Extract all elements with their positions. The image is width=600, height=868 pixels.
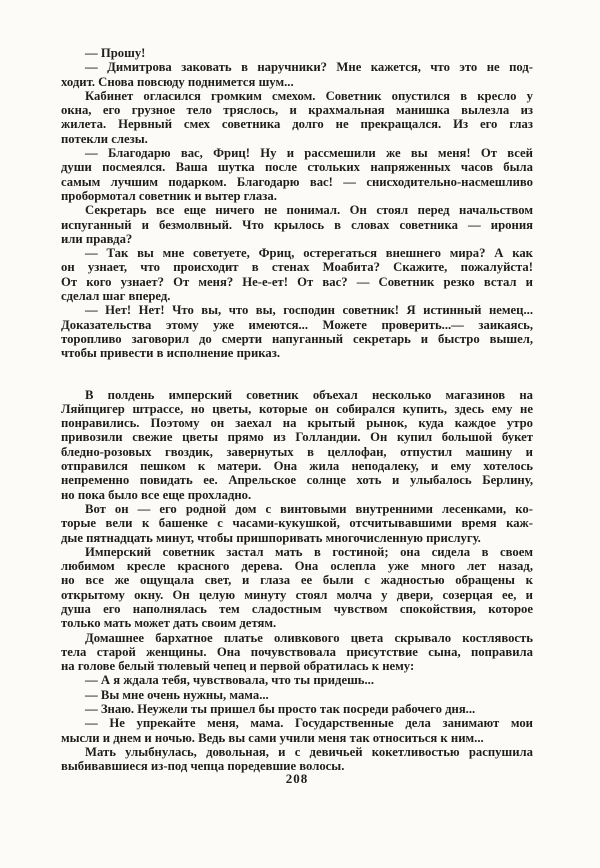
text-block — [61, 46, 533, 774]
paragraph — [61, 716, 533, 745]
text-line: сделал шаг вперед. — [61, 289, 171, 304]
text-line: торопливо заговорил до смерти напуганный секретарь и быстро вышел, — [61, 331, 533, 346]
paragraph — [61, 60, 533, 89]
text-line: душа его наполнялась тем сладостным чувством спокойствия, которое — [61, 601, 533, 616]
text-line: ходит. Снова повсюду поднимется шум... — [61, 74, 294, 89]
paragraph — [61, 688, 533, 702]
text-line: на голове белый тюлевый чепец и первой обратилась к нему: — [61, 659, 415, 674]
text-line: тела старой женщины. Она почувствовала присутствие сына, поправила — [61, 644, 533, 659]
paragraph — [61, 388, 533, 502]
paragraph — [61, 702, 533, 716]
text-line: — Прошу! — [85, 46, 146, 60]
text-line: или правда? — [61, 231, 133, 246]
text-line: — Благодарю вас, Фриц! Ну и рассмешили же вы меня! От всей — [85, 146, 533, 161]
paragraph — [61, 631, 533, 674]
text-line: Мать улыбнулась, довольная, и с девичьей кокетливостью распушила — [85, 744, 533, 759]
text-section-1 — [61, 46, 533, 361]
text-line: Секретарь все еще ничего не понимал. Он стоял перед начальством — [85, 203, 533, 218]
text-line: испуганный и безмолвный. Что крылось в словах советника — ирония — [61, 217, 533, 232]
paragraph — [61, 545, 533, 631]
text-line: — Не упрекайте меня, мама. Государственные дела занимают мои — [85, 716, 533, 731]
paragraph — [61, 146, 533, 203]
paragraph — [61, 673, 533, 687]
text-line: самым лучшим подарком. Благодарю вас! — снисходительно-насмешливо — [61, 174, 533, 189]
text-line: Ляйпцигер штрассе, но цветы, которые он собирался купить, здесь ему не — [61, 401, 533, 416]
paragraph — [61, 303, 533, 360]
text-line: чтобы привести в исполнение приказ. — [61, 346, 280, 361]
text-line: окна, его грузное тело тряслось, и крахмальная манишка вылезла из — [61, 103, 533, 118]
paragraph — [61, 46, 533, 60]
text-line: только мать может дать своим детям. — [61, 616, 277, 631]
text-line: дые пятнадцать минут, чтобы пришпоривать многочисленную прислугу. — [61, 530, 481, 545]
text-line: пробормотал советник и вытер глаза. — [61, 188, 277, 203]
text-line: Кабинет огласился громким смехом. Советник опустился в кресло у — [85, 88, 533, 103]
text-line: привозили свежие цветы прямо из Голландии. Он купил большой букет — [61, 430, 533, 445]
paragraph — [61, 502, 533, 545]
text-line: он узнает, что происходит в стенах Моабита? Скажите, пожалуйста! — [61, 260, 533, 275]
text-line: Имперский советник застал мать в гостиной; она сидела в своем — [85, 544, 533, 559]
text-line: — Знаю. Неужели ты пришел бы просто так посреди рабочего дня... — [85, 702, 476, 717]
text-line: бледно-розовых гвоздик, завернутых в целлофан, отпустил машину и — [61, 444, 533, 459]
text-line: души посмеялся. Ваша шутка после стольких напряженных часов была — [61, 160, 533, 175]
text-line: открытому окну. Он целую минуту стоял молча у двери, созерцая ее, и — [61, 587, 533, 602]
text-line: — А я ждала тебя, чувствовала, что ты придешь... — [85, 673, 375, 688]
text-line: — Нет! Нет! Что вы, что вы, господин советник! Я истинный немец... — [85, 303, 533, 318]
text-line: мысли и днем и ночью. Ведь вы сами учили меня так относиться к ним... — [61, 730, 484, 745]
text-line: но все же ощущала свет, и глаза ее были с жадностью обращены к — [61, 573, 533, 588]
text-line: Доказательства этому уже имеются... Можете проверить...— заикаясь, — [61, 317, 533, 332]
text-line: непременно повидать ее. Апрельское солнце хоть и улыбалось Берлину, — [61, 473, 533, 488]
paragraph — [61, 203, 533, 246]
text-line: В полдень имперский советник объехал несколько магазинов на — [85, 387, 533, 402]
text-section-2 — [61, 388, 533, 774]
paragraph — [61, 745, 533, 774]
text-line: жилета. Нервный смех советника долго не прекращался. Из его глаз — [61, 117, 533, 132]
text-line: Домашнее бархатное платье оливкового цвета скрывало костлявость — [85, 630, 533, 645]
text-line: От кого узнает? От меня? Не-е-ет! От вас? — Советник резко встал и — [61, 274, 533, 289]
paragraph — [61, 89, 533, 146]
text-line: отправился пешком к матери. Она жила неподалеку, и ему хотелось — [61, 459, 533, 474]
text-line: понравились. Поэтому он заехал на крытый рынок, куда каждое утро — [61, 416, 533, 431]
page-number: 208 — [285, 771, 309, 786]
paragraph — [61, 246, 533, 303]
text-line: потекли слезы. — [61, 131, 148, 146]
text-line: выбивавшиеся из-под чепца поредевшие волосы. — [61, 759, 345, 774]
text-line: любимом кресле красного дерева. Она ослепла уже много лет назад, — [61, 559, 533, 574]
text-line: — Димитрова заковать в наручники? Мне кажется, что это не под- — [85, 60, 533, 75]
text-line: — Вы мне очень нужны, мама... — [85, 687, 269, 702]
text-line: торые вели к башенке с часами-кукушкой, отсчитывавшими время каж- — [61, 516, 533, 531]
text-line: — Так вы мне советуете, Фриц, остерегаться внешнего мира? А как — [85, 246, 533, 261]
text-line: но пока было все еще прохладно. — [61, 487, 252, 502]
text-line: Вот он — его родной дом с винтовыми внутренними лесенками, ко- — [85, 501, 533, 516]
